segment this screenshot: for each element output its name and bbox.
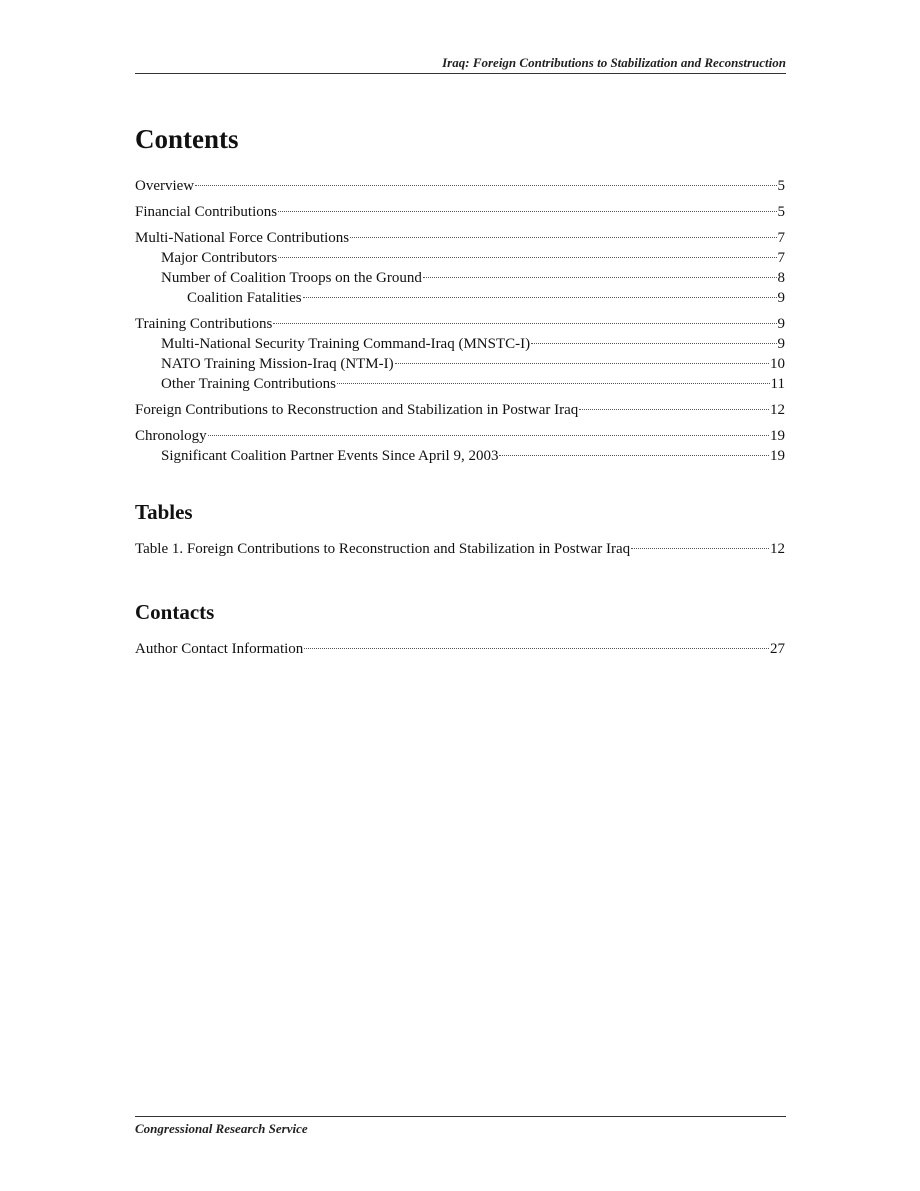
toc-page-number: 9 (777, 290, 785, 306)
dot-leader (423, 277, 777, 278)
toc-entry-overview[interactable] (135, 176, 785, 196)
toc-label: Foreign Contributions to Reconstruction and Stabilization in Postwar Iraq (135, 402, 579, 418)
dot-leader (337, 383, 770, 384)
contents-list (135, 176, 785, 466)
toc-label: Training Contributions (135, 316, 273, 332)
toc-label: Multi-National Security Training Command-Iraq (MNSTC-I) (161, 336, 531, 352)
toc-page-number: 8 (777, 270, 785, 286)
dot-leader (273, 323, 776, 324)
toc-page-number: 11 (770, 376, 785, 392)
dot-leader (278, 257, 776, 258)
toc-page-number: 12 (770, 402, 785, 418)
dot-leader (195, 185, 776, 186)
toc-label: Overview (135, 178, 195, 194)
contacts-heading: Contacts (135, 600, 215, 624)
toc-entry-chronology[interactable] (135, 426, 785, 446)
toc-page-number: 7 (777, 250, 785, 266)
dot-leader (304, 648, 769, 649)
toc-page-number: 9 (777, 336, 785, 352)
dot-leader (303, 297, 777, 298)
toc-entry-other-training[interactable] (135, 374, 785, 394)
toc-label: NATO Training Mission-Iraq (NTM-I) (161, 356, 394, 372)
toc-label: Financial Contributions (135, 204, 278, 220)
toc-entry-coalition-fatalities[interactable] (135, 288, 785, 308)
dot-leader (278, 211, 776, 212)
contacts-list (135, 639, 785, 659)
toc-label: Author Contact Information (135, 641, 304, 657)
toc-page-number: 5 (777, 204, 785, 220)
toc-label: Chronology (135, 428, 207, 444)
toc-label: Multi-National Force Contributions (135, 230, 350, 246)
dot-leader (395, 363, 769, 364)
contents-heading: Contents (135, 124, 239, 154)
toc-page-number: 27 (770, 641, 785, 657)
dot-leader (531, 343, 776, 344)
toc-entry-mnstc-i[interactable] (135, 334, 785, 354)
running-header: Iraq: Foreign Contributions to Stabilization and Reconstruction (135, 55, 786, 74)
toc-entry-multi-national-force[interactable] (135, 228, 785, 248)
toc-page-number: 9 (777, 316, 785, 332)
dot-leader (499, 455, 769, 456)
toc-entry-coalition-troops[interactable] (135, 268, 785, 288)
toc-entry-table-1[interactable] (135, 539, 785, 559)
toc-entry-training-contributions[interactable] (135, 314, 785, 334)
dot-leader (631, 548, 769, 549)
toc-label: Table 1. Foreign Contributions to Reconstruction and Stabilization in Postwar Iraq (135, 541, 631, 557)
toc-entry-author-contact[interactable] (135, 639, 785, 659)
toc-entry-ntm-i[interactable] (135, 354, 785, 374)
dot-leader (350, 237, 776, 238)
toc-page-number: 19 (770, 428, 785, 444)
toc-label: Number of Coalition Troops on the Ground (161, 270, 422, 286)
dot-leader (208, 435, 769, 436)
toc-page-number: 5 (777, 178, 785, 194)
toc-page-number: 19 (770, 448, 785, 464)
toc-label: Other Training Contributions (161, 376, 337, 392)
toc-entry-foreign-contributions[interactable] (135, 400, 785, 420)
toc-label: Major Contributors (161, 250, 278, 266)
tables-heading: Tables (135, 500, 193, 524)
toc-page-number: 12 (770, 541, 785, 557)
toc-entry-financial-contributions[interactable] (135, 202, 785, 222)
toc-entry-major-contributors[interactable] (135, 248, 785, 268)
tables-list (135, 539, 785, 559)
toc-page-number: 7 (777, 230, 785, 246)
running-footer: Congressional Research Service (135, 1116, 786, 1137)
toc-entry-significant-events[interactable] (135, 446, 785, 466)
toc-label: Coalition Fatalities (187, 290, 302, 306)
toc-label: Significant Coalition Partner Events Since April 9, 2003 (161, 448, 499, 464)
toc-page-number: 10 (770, 356, 785, 372)
dot-leader (579, 409, 769, 410)
